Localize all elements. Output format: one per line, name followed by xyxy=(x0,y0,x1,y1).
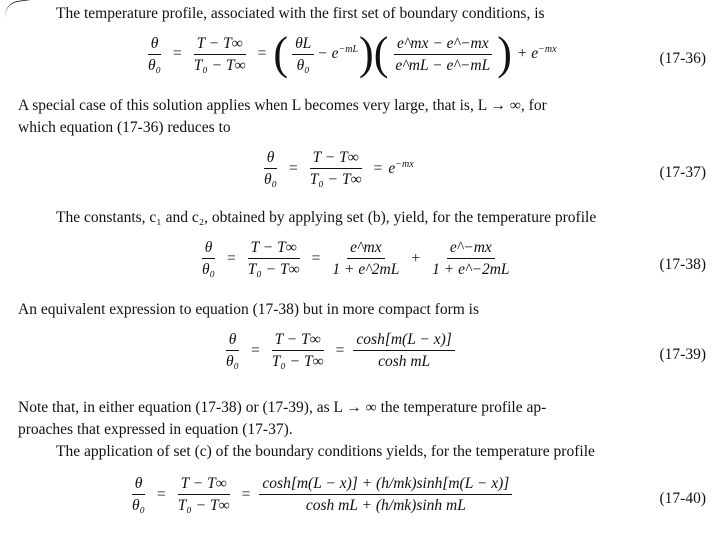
paragraph-1: The temperature profile, associated with the first set of boundary conditions, is xyxy=(56,5,545,22)
paragraph-2b: which equation (17-36) reduces to xyxy=(18,119,231,136)
eq36-minus-exp: − $e^{-mL}$ xyxy=(317,44,359,63)
eq36-a: $\frac{\theta L}{\text{θ₀}}$ xyxy=(292,34,314,75)
paragraph-5b: proaches that expressed in equation (17-37). xyxy=(18,421,293,438)
eq37-lhs: $\frac{\theta}{\text{θ₀}}$ xyxy=(264,149,278,188)
paragraph-6: The application of set (c) of the boundary conditions yields, for the temperature profile xyxy=(56,443,595,460)
eq39-number: (17-39) xyxy=(659,346,706,363)
eq38-mid: $\frac{T - T\infty}{\text{T₀ − T∞}}$ xyxy=(247,239,300,278)
eq40-mid: $\frac{T - T\infty}{\text{T₀ − T∞}}$ xyxy=(177,475,230,514)
equation-17-38: $\frac{\theta}{\text{θ₀}}$ = $\frac{T - T\infty}{\text{T₀ − T∞}}$ = $\frac{e\^{}mx}{1 + e\^{}2mL}$ + $\frac{e\^{}-mx}{1 + e\^{}-2mL}$ xyxy=(196,238,516,279)
eq38-f1: $\frac{e\^{}mx}{1 + e\^{}2mL}$ xyxy=(332,239,400,278)
eq38-f2: $\frac{e\^{}-mx}{1 + e\^{}-2mL}$ xyxy=(432,239,510,278)
paragraph-2a: A special case of this solution applies when L becomes very large, that is, L → ∞, for xyxy=(18,97,547,114)
eq39-rhs: $\frac{\cosh[m(L - x)]}{\text{cosh mL}}$ xyxy=(353,330,454,371)
eq38-number: (17-38) xyxy=(659,256,706,273)
eq37-rhs: $e^{-mx}$ xyxy=(388,158,414,178)
eq36-mid: $\frac{T - T\infty}{\text{T₀ − T∞}}$ xyxy=(193,34,246,74)
eq36-tail: + $e^{-mx}$ xyxy=(516,44,557,63)
paragraph-5a: Note that, in either equation (17-38) or (17-39), as L → ∞ the temperature profile ap- xyxy=(18,399,547,416)
eq36-lhs: $\frac{\theta}{\text{θ₀}}$ xyxy=(148,34,162,74)
eq39-mid: $\frac{T - T\infty}{\text{T₀ − T∞}}$ xyxy=(271,331,324,370)
eq37-mid: $\frac{T - T\infty}{\text{T₀ − T∞}}$ xyxy=(309,149,362,188)
equation-17-40: $\frac{\theta}{\text{θ₀}}$ = $\frac{T - T\infty}{\text{T₀ − T∞}}$ = $\frac{\cosh[m(L - x)] + (h/mk)\sinh[m(L - x)]}{\text{cosh mL + (h/mk)sinh mL}}$ xyxy=(126,474,515,515)
eq40-number: (17-40) xyxy=(659,490,706,507)
eq39-lhs: $\frac{\theta}{\text{θ₀}}$ xyxy=(226,331,240,370)
paragraph-3: The constants, c₁ and c₂, obtained by applying set (b), yield, for the temperature profile xyxy=(56,209,597,226)
paragraph-4: An equivalent expression to equation (17-38) but in more compact form is xyxy=(18,301,480,318)
eq37-number: (17-37) xyxy=(659,164,706,181)
eq36-number: (17-36) xyxy=(659,50,706,67)
eq38-lhs: $\frac{\theta}{\text{θ₀}}$ xyxy=(202,239,216,278)
equation-17-39: $\frac{\theta}{\text{θ₀}}$ = $\frac{T - T\infty}{\text{T₀ − T∞}}$ = $\frac{\cosh[m(L - x)]}{\text{cosh mL}}$ xyxy=(220,330,458,371)
eq40-lhs: $\frac{\theta}{\text{θ₀}}$ xyxy=(132,475,146,514)
eq36-b: $\frac{e\^{}mx - e\^{}-mx}{e\^{}mL - e\^{}-mL}$ xyxy=(395,34,491,74)
eq40-rhs: $\frac{\cosh[m(L - x)] + (h/mk)\sinh[m(L - x)]}{\text{cosh mL + (h/mk)sinh mL}}$ xyxy=(259,474,512,515)
corner-mark xyxy=(3,0,45,18)
equation-17-36: $\frac{\theta}{\text{θ₀}}$ = $\frac{T - T\infty}{\text{T₀ − T∞}}$ = ( $\frac{\theta L}{\text{θ₀}}$ − $e^{-mL}$ )( $\frac{e\^{}mx - e\^{}-mx}{e\^{}mL - e\^{}-mL}$ ) + $e^{-mx}$ xyxy=(142,32,557,76)
equation-17-37: $\frac{\theta}{\text{θ₀}}$ = $\frac{T - T\infty}{\text{T₀ − T∞}}$ = $e^{-mx}$ xyxy=(258,148,414,189)
